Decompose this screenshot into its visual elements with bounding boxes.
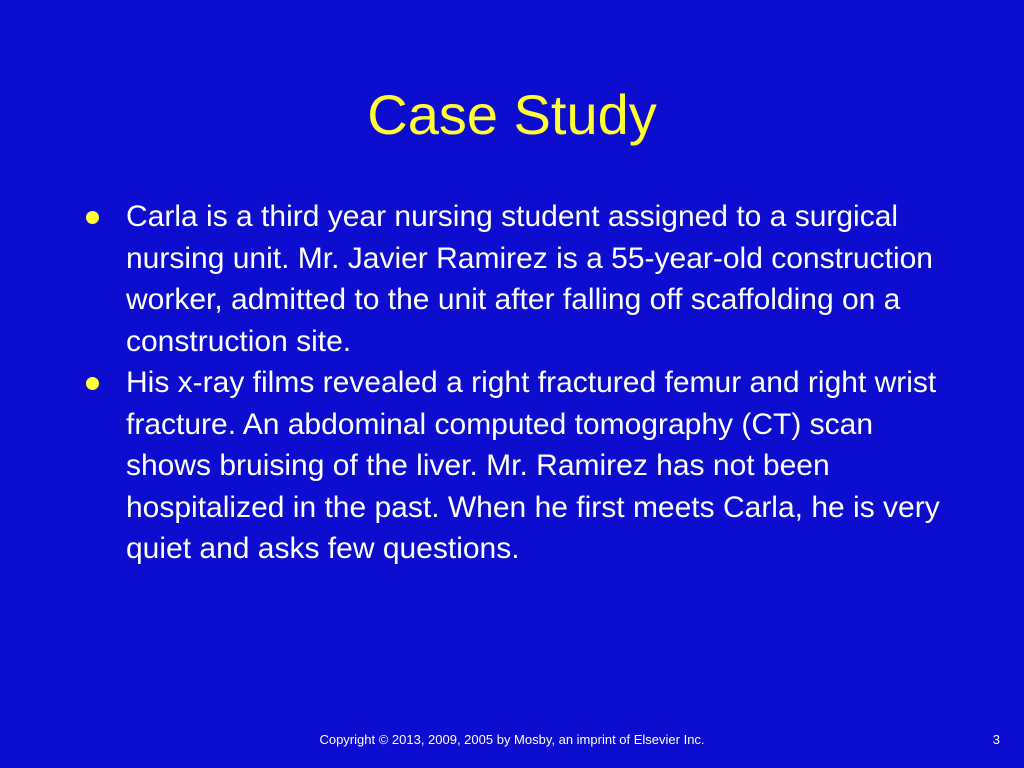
slide-title: Case Study xyxy=(367,83,657,146)
bullet-text: His x-ray films revealed a right fractured femur and right wrist fracture. An abdominal computed tomography (CT) scan shows bruising of the liver. Mr. Ramirez has not been hospitalized in the past. When he first meets Carla, he is very quiet and asks few questions. xyxy=(126,366,940,565)
bullet-text: Carla is a third year nursing student assigned to a surgical nursing unit. Mr. Javier Ramirez is a 55-year-old construction worker, admitted to the unit after falling off scaffolding on a construction site. xyxy=(126,200,933,358)
page-number: 3 xyxy=(992,732,1000,747)
bullet-list xyxy=(84,196,964,570)
bullet-dot-icon xyxy=(86,211,99,224)
copyright-footer: Copyright © 2013, 2009, 2005 by Mosby, an imprint of Elsevier Inc. xyxy=(319,732,705,747)
bullet-dot-icon xyxy=(86,377,99,390)
bullet-item xyxy=(84,362,964,570)
bullet-item xyxy=(84,196,964,362)
